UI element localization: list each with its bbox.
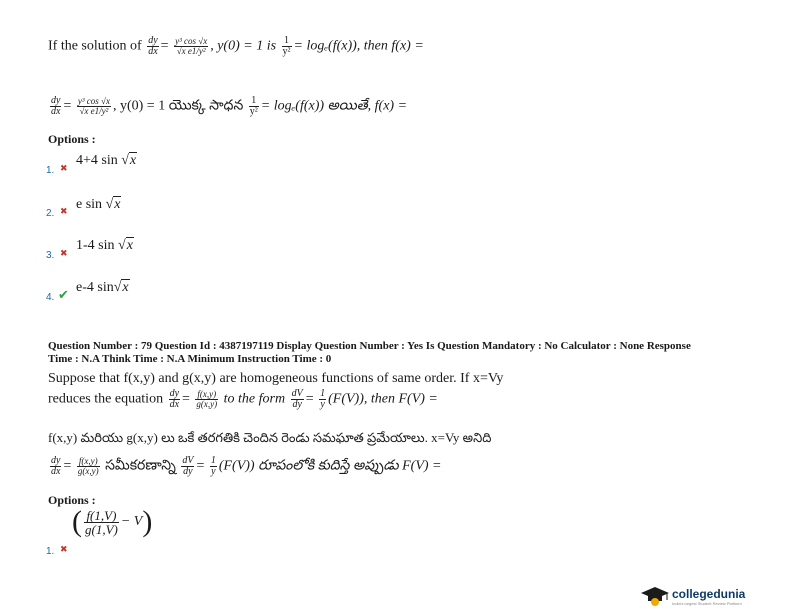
q2-meta-line-1: Question Number : 79 Question Id : 4387197119 Display Question Number : Yes Is Question Mandatory : No Calculator : None Response [48, 340, 691, 352]
wrong-mark-icon: ✖ [60, 249, 68, 259]
q1-tel-rhs: $\frac{\text{y³ cos √x}}{\text{√x e1/y²}}$ [77, 96, 110, 116]
q2-option-1-expression: ( $\frac{f(1,V)}{g(1,V)}$ − V) [72, 505, 153, 538]
q1-options-label: Options : [48, 132, 96, 146]
wrong-mark-icon: ✖ [60, 207, 68, 217]
q2-dVdy: $\frac{dV}{dy}$ [291, 388, 303, 410]
q1-dydx-fraction: $\frac{dy}{dx}$ [148, 35, 158, 57]
q1-telugu-line: $\frac{dy}{dx}$ = $\frac{\text{y³ cos √x}}{\text{√x e1/y²}}$ , y(0) = 1 యొక్క సాధన $\frac{1}{\text{y²}}$ = logₑ(f(x)) అయితే, f(x) = [51, 95, 408, 117]
graduate-cap-icon [640, 585, 670, 607]
q2-f-over-g: $\frac{f(x,y)}{g(x,y)}$ [196, 389, 218, 409]
q1-one-over-y2: $\frac{1}{\text{y²}}$ [282, 35, 291, 57]
q1-english-line: If the solution of $\frac{dy}{dx}$ = $\frac{\text{y³ cos √x}}{\text{√x e1/y²}}$ , y(0) = 1 is $\frac{1}{\text{y²}}$ = logₑ(f(x)), then f(x) = [48, 35, 424, 57]
q2-tel-dVdy: $\frac{dV}{dy}$ [182, 455, 194, 477]
q1-prefix: If the solution of [48, 38, 142, 54]
q2-telugu-line-1: f(x,y) మరియు g(x,y) లు ఒకే తరగతికి చెందిన రెండు సమఘాత ప్రమేయాలు. x=Vy అనిది [48, 430, 492, 445]
q2-tel-f-over-g: $\frac{f(x,y)}{g(x,y)}$ [77, 456, 99, 476]
wrong-mark-icon: ✖ [60, 545, 68, 555]
q1-tel-one-over-y2: $\frac{1}{\text{y²}}$ [249, 95, 258, 117]
correct-check-icon: ✔ [58, 288, 69, 303]
q2-english-line-1: Suppose that f(x,y) and g(x,y) are homogeneous functions of same order. If x=Vy [48, 371, 504, 386]
q2-meta-line-2: Time : N.A Think Time : N.A Minimum Instruction Time : 0 [48, 353, 332, 365]
wrong-mark-icon: ✖ [60, 164, 68, 174]
q2-options-label: Options : [48, 493, 96, 507]
q2-telugu-line-2: $\frac{dy}{dx}$ = $\frac{f(x,y)}{g(x,y)}$ సమీకరణాన్ని $\frac{dV}{dy}$ = $\frac{1}{y}$ (F(V)) రూపంలోకి కుదిస్తే అప్పుడు F(V) = [51, 455, 442, 477]
q2-tel-dydx: $\frac{dy}{dx}$ [51, 455, 61, 477]
q2-tel-one-over-y: $\frac{1}{y}$ [210, 455, 216, 477]
q1-tel-dydx: $\frac{dy}{dx}$ [51, 95, 61, 117]
q1-rhs-fraction: $\frac{\text{y³ cos √x}}{\text{√x e1/y²}}$ [175, 36, 208, 56]
collegedunia-logo: collegedunia India's largest Student Review Platform [640, 585, 745, 607]
q2-one-over-y: $\frac{1}{y}$ [320, 388, 326, 410]
q2-dydx: $\frac{dy}{dx}$ [169, 388, 180, 410]
q2-english-line-2: reduces the equation $\frac{dy}{dx}$ = $\frac{f(x,y)}{g(x,y)}$ to the form $\frac{dV}{dy}$ = $\frac{1}{y}$ (F(V)), then F(V) = [48, 388, 438, 410]
